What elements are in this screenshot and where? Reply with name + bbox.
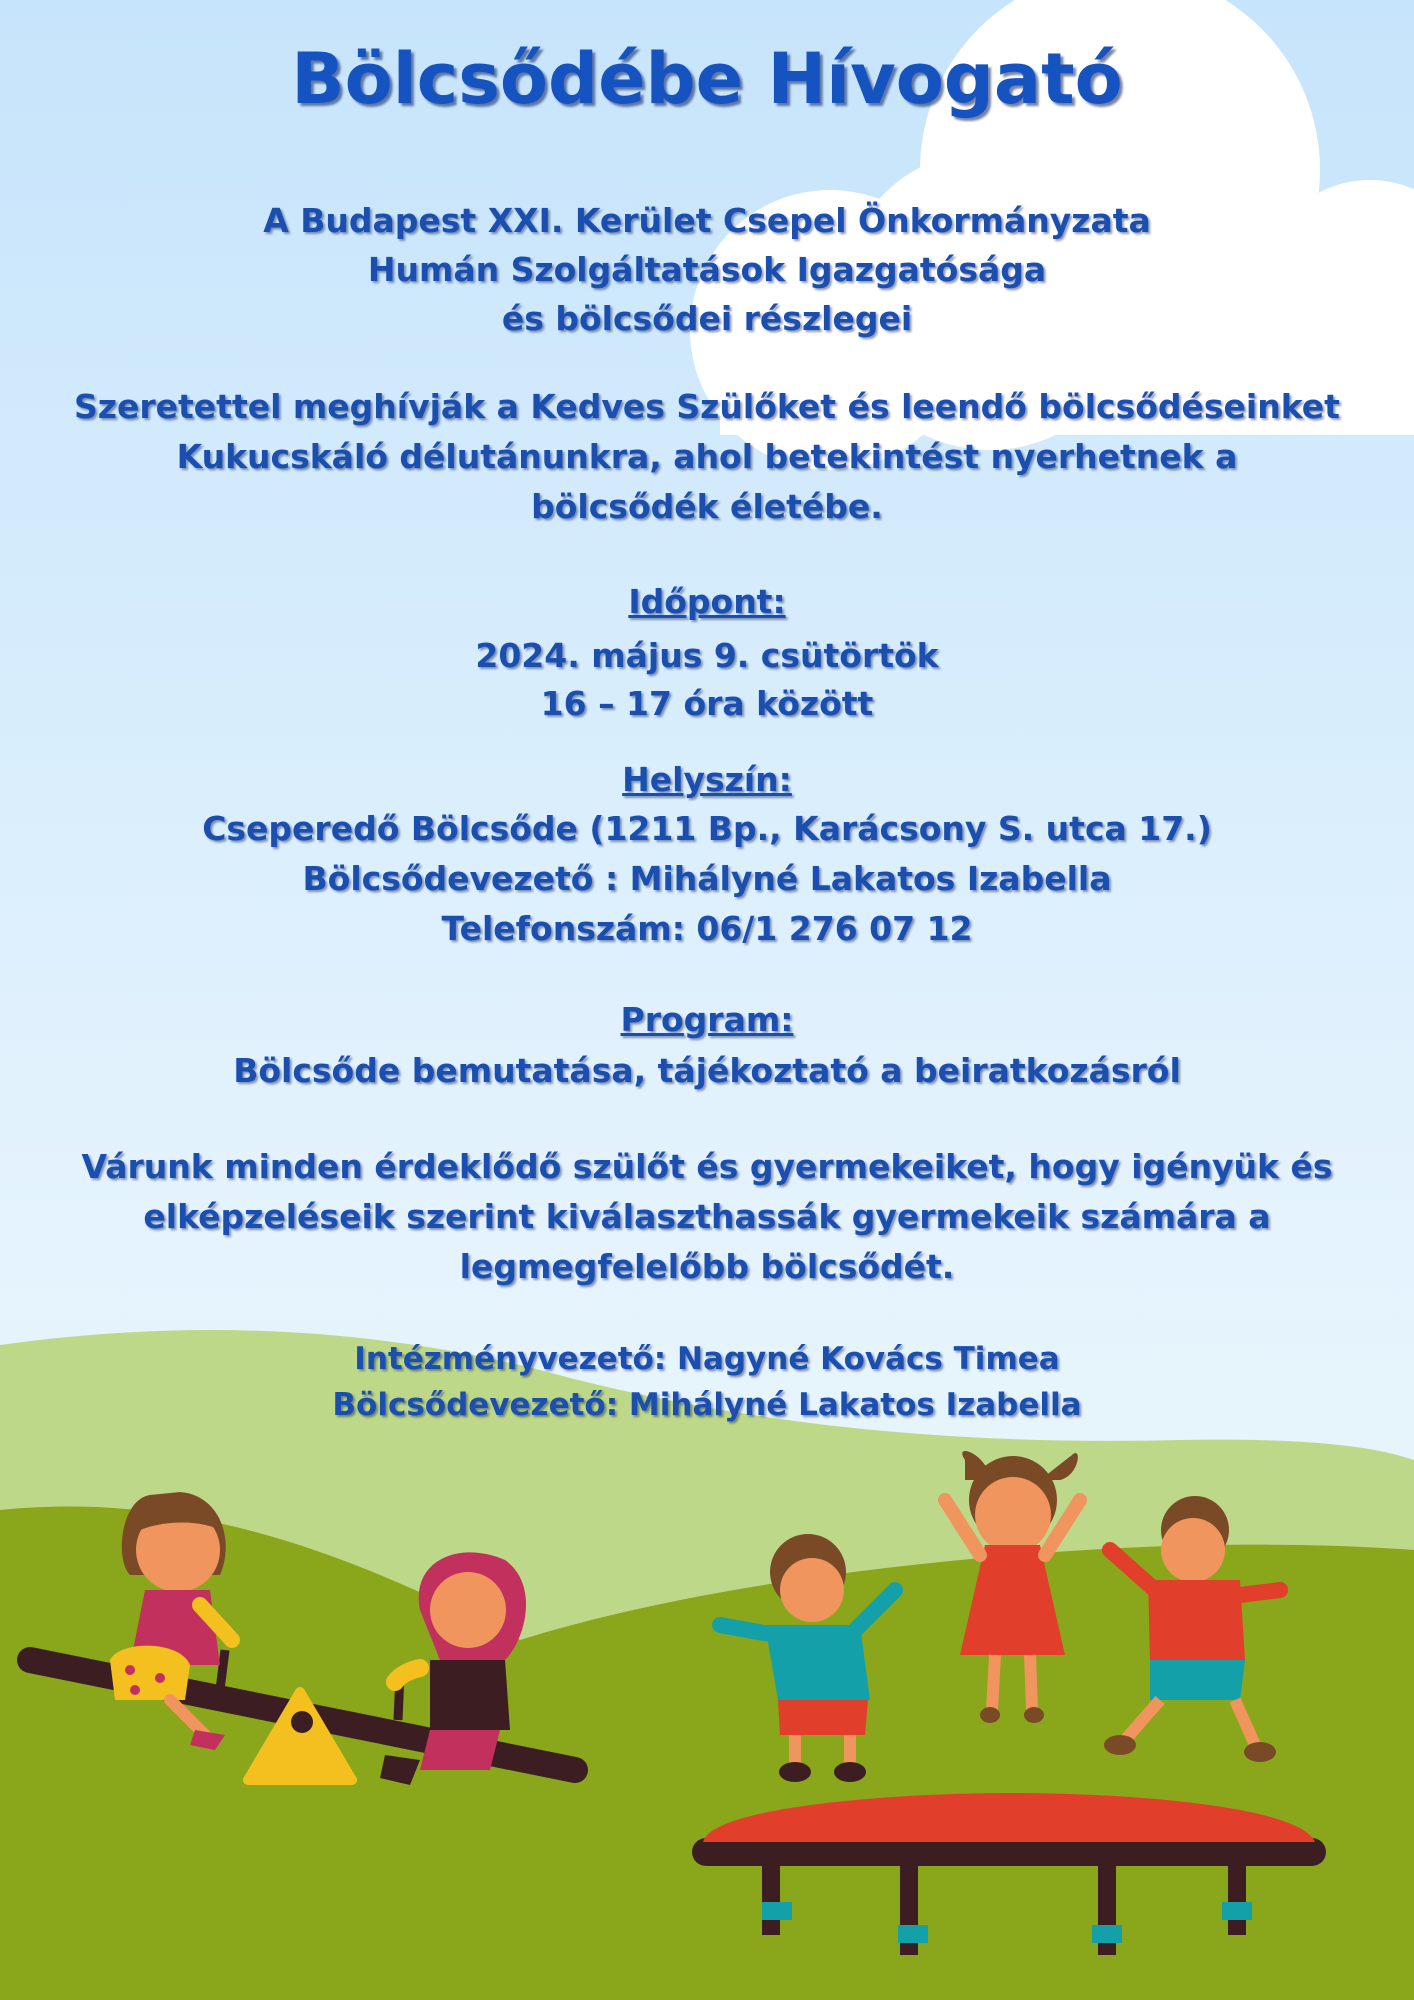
page-title: Bölcsődébe Hívogató (291, 38, 1123, 120)
signature-block (0, 1336, 1414, 1428)
location-heading: Helyszín: (622, 760, 792, 799)
nursery-head-signature: Bölcsődevezető: Mihályné Lakatos Izabella (332, 1387, 1082, 1423)
closing-line: Várunk minden érdeklődő szülőt és gyermekeiket, hogy igényük és (81, 1147, 1333, 1186)
event-hours: 16 – 17 óra között (540, 684, 874, 723)
invitation-line: bölcsődék életébe. (531, 487, 883, 526)
invitation-block (0, 382, 1414, 532)
organizer-line: A Budapest XXI. Kerület Csepel Önkormányzata (263, 201, 1151, 240)
invitation-line: Szeretettel meghívják a Kedves Szülőket és leendő bölcsődéseinket (74, 387, 1340, 426)
director-signature: Intézményvezető: Nagyné Kovács Timea (354, 1341, 1060, 1377)
organizer-line: Humán Szolgáltatások Igazgatósága (367, 250, 1047, 289)
location-phone: Telefonszám: 06/1 276 07 12 (441, 909, 973, 948)
location-manager: Bölcsődevezető : Mihályné Lakatos Izabella (302, 859, 1112, 898)
program-text: Bölcsőde bemutatása, tájékoztató a beiratkozásról (233, 1051, 1181, 1090)
organizer-line: és bölcsődei részlegei (501, 299, 913, 338)
invitation-line: Kukucskáló délutánunkra, ahol betekintést nyerhetnek a (176, 437, 1238, 476)
time-heading: Időpont: (628, 582, 786, 621)
closing-block (0, 1142, 1414, 1292)
time-block (0, 632, 1414, 728)
location-place: Cseperedő Bölcsőde (1211 Bp., Karácsony S. utca 17.) (202, 809, 1212, 848)
program-heading: Program: (620, 1000, 794, 1039)
location-block (0, 804, 1414, 954)
closing-line: legmegfelelőbb bölcsődét. (459, 1247, 955, 1286)
event-date: 2024. május 9. csütörtök (475, 636, 939, 675)
organizer-block (0, 196, 1414, 343)
closing-line: elképzeléseik szerint kiválaszthassák gyermekeik számára a (143, 1197, 1271, 1236)
